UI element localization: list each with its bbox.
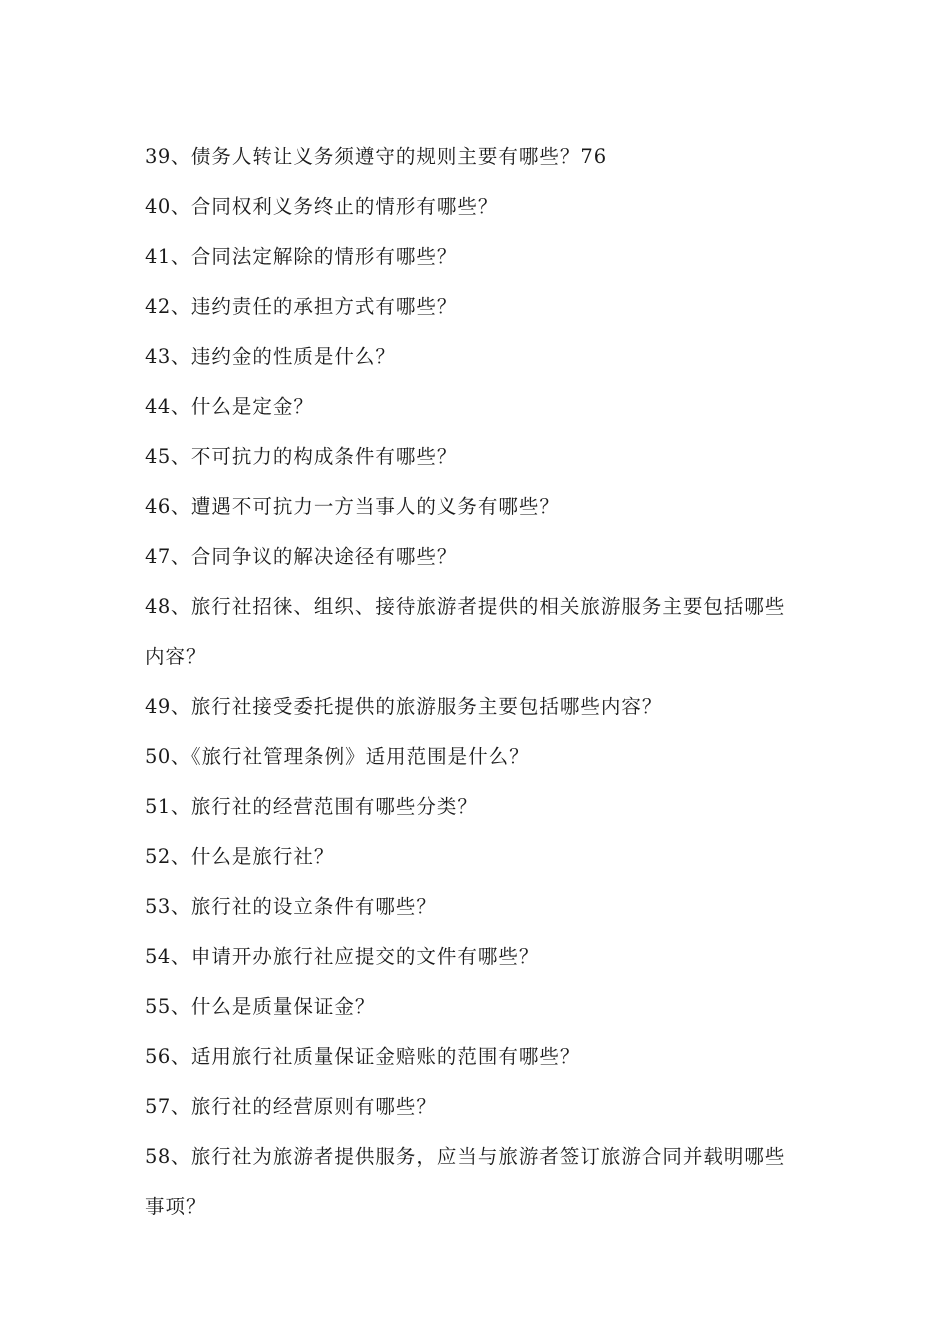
question-number: 51、 bbox=[145, 795, 191, 818]
question-number: 53、 bbox=[145, 895, 191, 918]
question-number: 57、 bbox=[145, 1095, 191, 1118]
question-number: 52、 bbox=[145, 845, 191, 868]
question-item bbox=[145, 932, 805, 982]
question-number: 49、 bbox=[145, 695, 191, 718]
question-list bbox=[145, 132, 805, 1232]
question-number: 41、 bbox=[145, 245, 191, 268]
question-text: 旅行社为旅游者提供服务，应当与旅游者签订旅游合同并载明哪些事项？ bbox=[145, 1145, 786, 1218]
question-item bbox=[145, 132, 805, 182]
question-text: 什么是定金？ bbox=[190, 395, 314, 418]
question-number: 39、 bbox=[145, 145, 191, 168]
question-text: 旅行社的经营范围有哪些分类？ bbox=[190, 795, 478, 818]
question-text: 旅行社招徕、组织、接待旅游者提供的相关旅游服务主要包括哪些内容？ bbox=[145, 595, 786, 668]
question-item bbox=[145, 732, 805, 782]
question-item bbox=[145, 482, 805, 532]
question-text: 合同争议的解决途径有哪些？ bbox=[190, 545, 458, 568]
question-item bbox=[145, 232, 805, 282]
question-text: 合同法定解除的情形有哪些？ bbox=[190, 245, 458, 268]
question-number: 42、 bbox=[145, 295, 191, 318]
question-number: 43、 bbox=[145, 345, 191, 368]
question-number: 46、 bbox=[145, 495, 191, 518]
question-text: 什么是质量保证金？ bbox=[190, 995, 376, 1018]
question-item bbox=[145, 682, 805, 732]
question-number: 48、 bbox=[145, 595, 191, 618]
question-number: 58、 bbox=[145, 1145, 191, 1168]
question-item bbox=[145, 432, 805, 482]
question-item bbox=[145, 382, 805, 432]
question-item bbox=[145, 882, 805, 932]
question-item bbox=[145, 1082, 805, 1132]
question-text: 违约责任的承担方式有哪些？ bbox=[190, 295, 458, 318]
question-number: 50、 bbox=[145, 745, 191, 768]
question-item bbox=[145, 1132, 805, 1232]
question-number: 54、 bbox=[145, 945, 191, 968]
question-text: 旅行社的经营原则有哪些？ bbox=[190, 1095, 437, 1118]
question-text: 旅行社接受委托提供的旅游服务主要包括哪些内容？ bbox=[190, 695, 663, 718]
question-item bbox=[145, 582, 805, 682]
question-text: 合同权利义务终止的情形有哪些？ bbox=[190, 195, 499, 218]
question-item bbox=[145, 832, 805, 882]
question-text: 适用旅行社质量保证金赔账的范围有哪些？ bbox=[190, 1045, 581, 1068]
question-number: 56、 bbox=[145, 1045, 191, 1068]
question-item bbox=[145, 532, 805, 582]
question-text: 申请开办旅行社应提交的文件有哪些？ bbox=[190, 945, 540, 968]
question-number: 47、 bbox=[145, 545, 191, 568]
question-text: 不可抗力的构成条件有哪些？ bbox=[190, 445, 458, 468]
question-number: 44、 bbox=[145, 395, 191, 418]
question-text: 违约金的性质是什么？ bbox=[190, 345, 396, 368]
question-item bbox=[145, 982, 805, 1032]
question-item bbox=[145, 1032, 805, 1082]
question-item bbox=[145, 332, 805, 382]
question-item bbox=[145, 182, 805, 232]
question-text: 旅行社的设立条件有哪些？ bbox=[190, 895, 437, 918]
question-item bbox=[145, 782, 805, 832]
question-text: 《旅行社管理条例》适用范围是什么？ bbox=[190, 745, 530, 768]
question-number: 55、 bbox=[145, 995, 191, 1018]
question-number: 40、 bbox=[145, 195, 191, 218]
question-text: 债务人转让义务须遵守的规则主要有哪些？76 bbox=[190, 145, 608, 168]
question-text: 遭遇不可抗力一方当事人的义务有哪些？ bbox=[190, 495, 560, 518]
question-number: 45、 bbox=[145, 445, 191, 468]
question-text: 什么是旅行社？ bbox=[190, 845, 335, 868]
question-item bbox=[145, 282, 805, 332]
